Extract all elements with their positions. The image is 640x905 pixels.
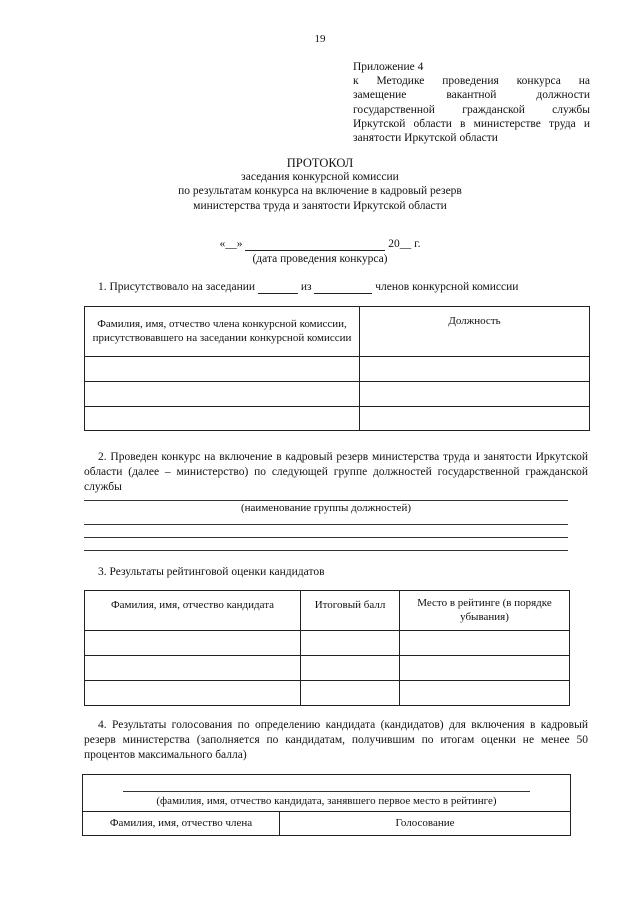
rating-header-name: Фамилия, имя, отчество кандидата xyxy=(85,591,301,631)
table-cell xyxy=(400,656,570,681)
appendix-block xyxy=(353,60,590,145)
date-year: 20__ г. xyxy=(388,238,421,250)
appendix-line: замещение вакантной должности xyxy=(353,89,590,102)
commission-header-name: Фамилия, имя, отчество члена конкурсной комиссии, присутствовавшего на заседании конкурсной комиссии xyxy=(85,307,360,357)
table-cell xyxy=(85,357,360,382)
date-caption: (дата проведения конкурса) xyxy=(252,253,388,265)
section3-heading: 3. Результаты рейтинговой оценки кандидатов xyxy=(98,566,325,578)
voting-caption: (фамилия, имя, отчество кандидата, занявшего первое место в рейтинге) xyxy=(156,794,497,807)
table-cell xyxy=(85,382,360,407)
rating-header-score: Итоговый балл xyxy=(301,591,400,631)
appendix-line: Иркутской области в министерстве труда и xyxy=(353,117,590,130)
document-subtitle: министерства труда и занятости Иркутской области xyxy=(193,200,447,212)
fill-line xyxy=(84,524,568,525)
section1-text-b: из xyxy=(300,281,312,293)
table-cell xyxy=(360,382,590,407)
candidate-fill-line xyxy=(123,791,530,792)
table-cell xyxy=(85,681,301,706)
appendix-line: к Методике проведения конкурса на xyxy=(353,75,590,88)
appendix-line: Приложение 4 xyxy=(353,61,424,73)
table-cell xyxy=(360,357,590,382)
section1-text-c: членов конкурсной комиссии xyxy=(375,281,519,293)
fill-line xyxy=(84,500,568,501)
present-count-blank xyxy=(258,281,298,294)
voting-header-vote: Голосование xyxy=(280,812,571,836)
section2-caption: (наименование группы должностей) xyxy=(241,502,411,514)
table-cell xyxy=(360,407,590,431)
fill-line xyxy=(84,537,568,538)
rating-table xyxy=(84,590,570,706)
table-cell xyxy=(400,681,570,706)
table-cell xyxy=(85,656,301,681)
appendix-line: занятости Иркутской области xyxy=(353,132,498,145)
table-cell xyxy=(85,631,301,656)
date-month-blank xyxy=(245,238,385,251)
table-cell xyxy=(85,407,360,431)
commission-header-position: Должность xyxy=(360,307,590,357)
table-cell xyxy=(301,681,400,706)
section1-line xyxy=(98,281,518,294)
voting-header-member: Фамилия, имя, отчество члена xyxy=(83,812,280,836)
document-title: ПРОТОКОЛ xyxy=(286,156,354,170)
fill-line xyxy=(84,550,568,551)
table-cell xyxy=(301,631,400,656)
section1-text-a: 1. Присутствовало на заседании xyxy=(98,281,256,293)
rating-header-place: Место в рейтинге (в порядке убывания) xyxy=(400,591,570,631)
document-subtitle: заседания конкурсной комиссии xyxy=(241,171,399,183)
date-line xyxy=(0,238,640,251)
voting-candidate-cell xyxy=(83,775,571,812)
section2-text: 2. Проведен конкурс на включение в кадровый резерв министерства труда и занятости Иркутской области (далее – министерство) по следующей группе должностей государственной гражданской службы xyxy=(84,451,588,493)
document-subtitle: по результатам конкурса на включение в кадровый резерв xyxy=(178,185,462,197)
date-day: «__» xyxy=(219,238,243,250)
table-cell xyxy=(400,631,570,656)
appendix-line: государственной гражданской службы xyxy=(353,103,590,116)
commission-table xyxy=(84,306,590,431)
table-cell xyxy=(301,656,400,681)
total-count-blank xyxy=(314,281,372,294)
page-number: 19 xyxy=(314,33,326,45)
section4-text: 4. Результаты голосования по определению кандидата (кандидатов) для включения в кадровый резерв министерства (заполняется по кандидатам, получившим по итогам оценки не менее 50 процентов максимального балла) xyxy=(84,719,588,761)
voting-table xyxy=(82,774,571,836)
